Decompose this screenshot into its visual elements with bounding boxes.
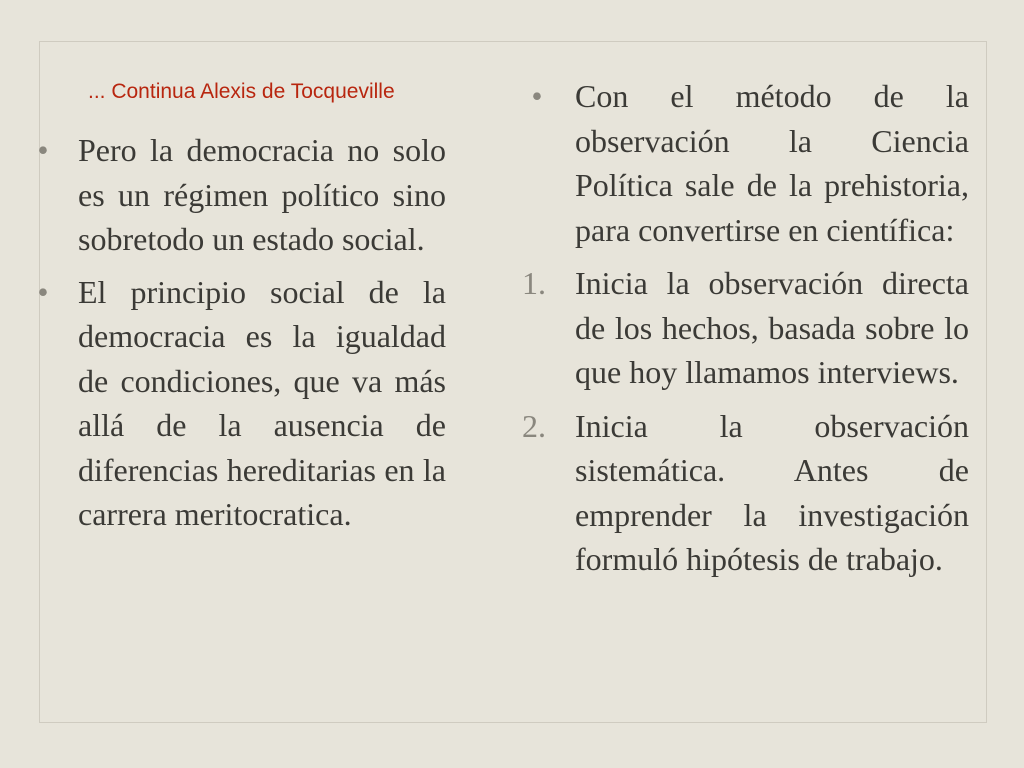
bullet-item	[28, 270, 446, 537]
bullet-text: Pero la democracia no solo es un régimen político sino sobretodo un estado social.	[78, 132, 446, 257]
bullet-marker: •	[531, 78, 543, 114]
bullet-text: Con el método de la observación la Ciencia Política sale de la prehistoria, para convertirse en científica:	[575, 78, 969, 248]
numbered-text: Inicia la observación sistemática. Antes de emprender la investigación formuló hipótesis de trabajo.	[575, 407, 969, 577]
numbered-text: Inicia la observación directa de los hechos, basada sobre lo que hoy llamamos interviews.	[575, 265, 969, 390]
numbered-item	[512, 261, 969, 395]
bullet-marker: •	[37, 132, 49, 168]
bullet-text: El principio social de la democracia es la igualdad de condiciones, que va más allá de la ausencia de diferencias hereditarias en la carrera meritocratica.	[78, 273, 446, 532]
number-marker: 1.	[522, 265, 546, 301]
right-column	[512, 74, 969, 591]
bullet-item	[512, 74, 969, 252]
numbered-item	[512, 404, 969, 582]
number-marker: 2.	[522, 407, 546, 444]
left-column	[28, 128, 446, 545]
bullet-item	[28, 128, 446, 262]
slide-subtitle: ... Continua Alexis de Tocqueville	[88, 80, 395, 103]
bullet-marker: •	[37, 273, 49, 310]
